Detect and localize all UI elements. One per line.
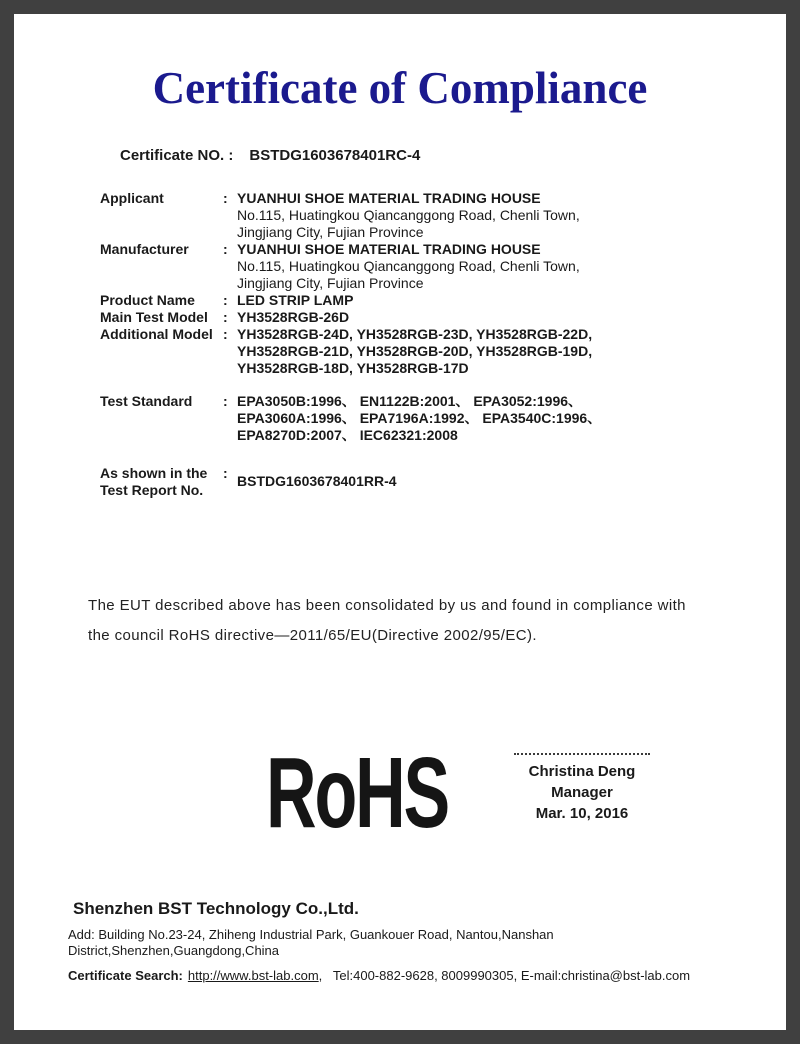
signatory-title: Manager: [551, 784, 613, 801]
manufacturer-address-line-2: Jingjiang City, Fujian Province: [237, 275, 424, 291]
additional-model-colon: :: [223, 326, 228, 342]
applicant-label: Applicant: [100, 190, 164, 206]
additional-model-line-2: YH3528RGB-21D, YH3528RGB-20D, YH3528RGB-19D,: [237, 343, 593, 359]
applicant-colon: :: [223, 190, 228, 206]
signatory-name: Christina Deng: [528, 763, 636, 780]
test-report-value: BSTDG1603678401RR-4: [237, 473, 397, 489]
certificate-title: Certificate of Compliance: [152, 63, 648, 113]
certificate-number-label: Certificate NO. :: [120, 147, 234, 164]
main-test-model-label: Main Test Model: [100, 309, 208, 325]
manufacturer-address-line-1: No.115, Huatingkou Qiancanggong Road, Chenli Town,: [237, 258, 580, 274]
test-report-colon: :: [223, 465, 228, 481]
statement-line-2: the council RoHS directive—2011/65/EU(Directive 2002/95/EC).: [88, 627, 537, 644]
applicant-value: [237, 190, 752, 241]
signature-block: [502, 753, 662, 824]
test-standard-label: Test Standard: [100, 393, 193, 409]
test-standard-line-3: EPA8270D:2007、 IEC62321:2008: [237, 427, 458, 443]
statement-line-1: The EUT described above has been consolidated by us and found in compliance with: [88, 597, 686, 614]
footer-company-name: Shenzhen BST Technology Co.,Ltd.: [73, 899, 359, 918]
field-row-additional-model: [100, 326, 752, 377]
main-test-model-colon: :: [223, 309, 228, 325]
test-report-label: [100, 465, 223, 499]
field-row-main-test-model: [100, 309, 752, 326]
certificate-number-value: BSTDG1603678401RC-4: [249, 147, 421, 164]
manufacturer-name: YUANHUI SHOE MATERIAL TRADING HOUSE: [237, 241, 541, 257]
signature-date: Mar. 10, 2016: [535, 805, 629, 822]
additional-model-label: Additional Model: [100, 326, 213, 342]
certificate-number-row: [120, 147, 420, 164]
test-standard-colon: :: [223, 393, 228, 409]
main-test-model-value: YH3528RGB-26D: [237, 309, 350, 325]
signature-dotted-line: [514, 753, 650, 755]
rohs-logo: RoHS: [266, 737, 449, 849]
field-row-applicant: [100, 190, 752, 241]
field-row-test-report: [100, 465, 752, 499]
additional-model-line-3: YH3528RGB-18D, YH3528RGB-17D: [237, 360, 469, 376]
product-name-value: LED STRIP LAMP: [237, 292, 354, 308]
footer-contact-line: [68, 968, 762, 984]
compliance-statement: [88, 591, 686, 651]
manufacturer-value: [237, 241, 752, 292]
certificate-page: [14, 14, 786, 1030]
manufacturer-label: Manufacturer: [100, 241, 189, 257]
product-name-colon: :: [223, 292, 228, 308]
product-name-label: Product Name: [100, 292, 195, 308]
manufacturer-colon: :: [223, 241, 228, 257]
footer-address: Add: Building No.23-24, Zhiheng Industrial Park, Guankouer Road, Nantou,Nanshan District,Shenzhen,Guangdong,China: [68, 927, 554, 958]
certificate-search-label: Certificate Search:: [68, 968, 183, 983]
applicant-address-line-2: Jingjiang City, Fujian Province: [237, 224, 424, 240]
footer-contact-info: , Tel:400-882-9628, 8009990305, E-mail:christina@bst-lab.com: [318, 968, 691, 983]
test-standard-value: [237, 393, 752, 444]
certificate-search-link[interactable]: http://www.bst-lab.com: [187, 968, 319, 983]
certificate-fields: [100, 190, 752, 499]
test-standard-line-2: EPA3060A:1996、 EPA7196A:1992、 EPA3540C:1996、: [237, 410, 602, 426]
additional-model-line-1: YH3528RGB-24D, YH3528RGB-23D, YH3528RGB-22D,: [237, 326, 593, 342]
test-report-label-line-1: As shown in the: [100, 465, 208, 481]
additional-model-value: [237, 326, 752, 377]
test-standard-line-1: EPA3050B:1996、 EN1122B:2001、 EPA3052:1996、: [237, 393, 583, 409]
field-row-test-standard: [100, 393, 752, 444]
field-row-manufacturer: [100, 241, 752, 292]
footer: [68, 899, 762, 984]
field-row-product-name: [100, 292, 752, 309]
applicant-name: YUANHUI SHOE MATERIAL TRADING HOUSE: [237, 190, 541, 206]
test-report-label-line-2: Test Report No.: [100, 482, 204, 498]
test-report-value-wrap: [237, 465, 752, 499]
applicant-address-line-1: No.115, Huatingkou Qiancanggong Road, Chenli Town,: [237, 207, 580, 223]
